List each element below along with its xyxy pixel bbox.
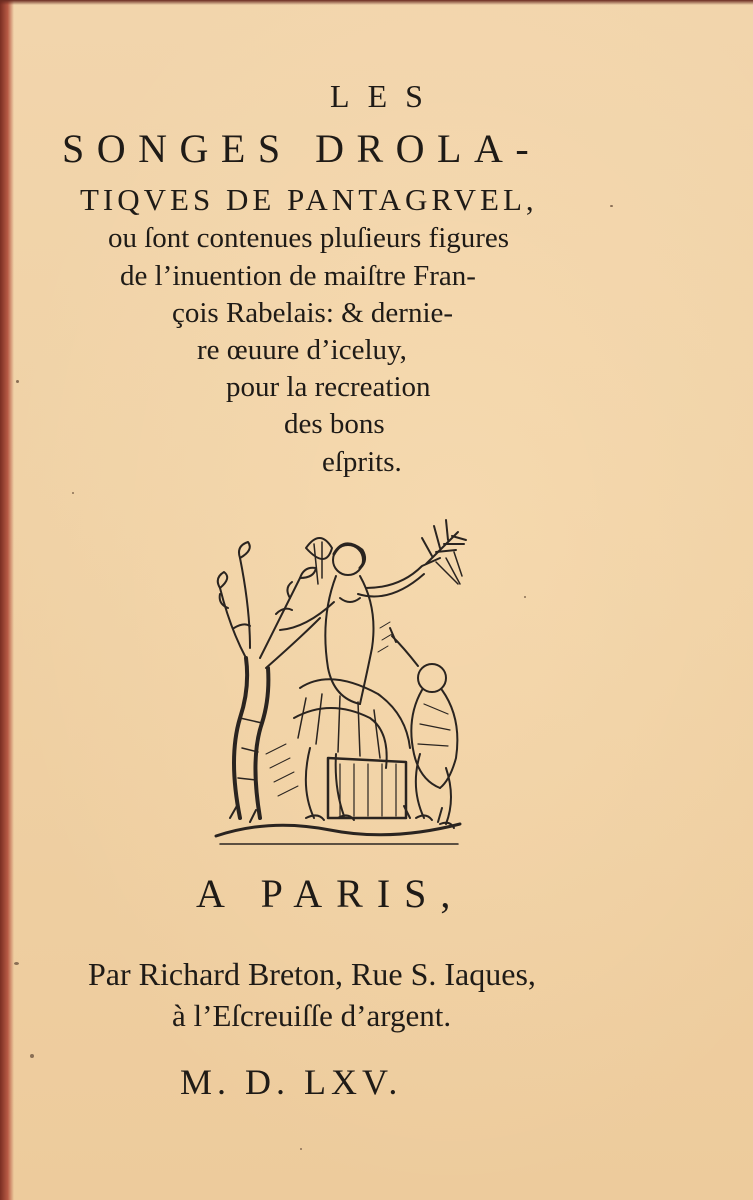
woodcut-illustration: [210, 518, 468, 846]
imprint-line-1: Par Richard Breton, Rue S. Iaques,: [88, 956, 536, 992]
page-top-edge: [0, 0, 753, 5]
paper-speck: [30, 1054, 34, 1058]
subtitle-line-4: re œuure d’iceluy,: [197, 334, 407, 366]
paper-speck: [610, 205, 613, 207]
paper-speck: [72, 492, 74, 494]
title-line-3: TIQVES DE PANTAGRVEL,: [80, 182, 538, 217]
subtitle-line-6: des bons: [284, 408, 385, 440]
title-line-2: SONGES DROLA-: [62, 126, 542, 171]
imprint-line-2: à l’Eſcreuiſſe d’argent.: [172, 998, 452, 1033]
paper-speck: [524, 596, 526, 598]
title-line-1: LES: [330, 78, 441, 114]
subtitle-line-7: eſprits.: [322, 446, 402, 478]
paper-speck: [16, 380, 19, 383]
paper-speck: [14, 962, 19, 965]
publication-year: M. D. LXV.: [180, 1062, 403, 1102]
subtitle-line-3: çois Rabelais: & dernie-: [172, 297, 454, 329]
book-spine-edge: [0, 0, 14, 1200]
place-line: A PARIS,: [196, 871, 465, 916]
paper-speck: [300, 1148, 302, 1150]
subtitle-line-5: pour la recreation: [226, 371, 431, 403]
subtitle-line-1: ou ſont contenues pluſieurs figures: [108, 222, 510, 254]
subtitle-line-2: de l’inuention de maiſtre Fran-: [120, 260, 476, 292]
